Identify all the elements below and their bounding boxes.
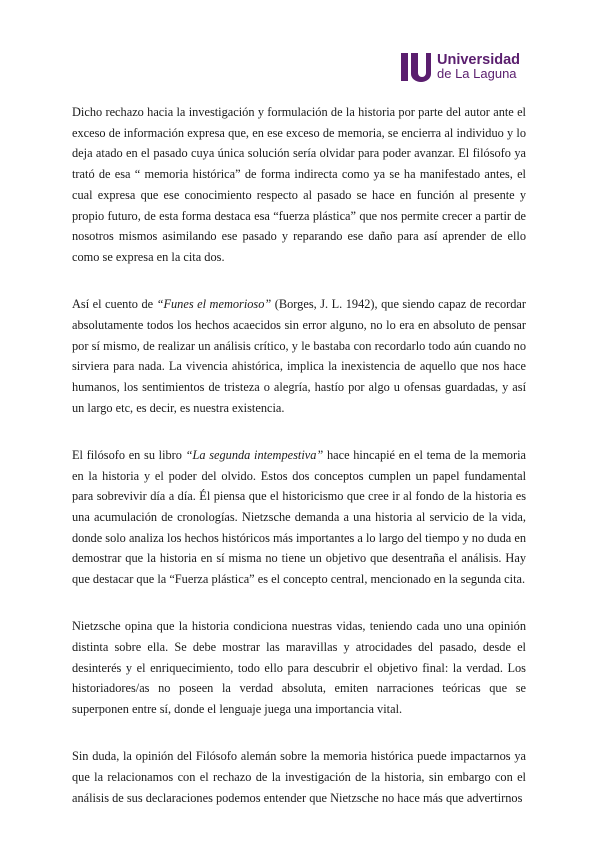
paragraph-3-before: El filósofo en su libro	[72, 447, 186, 462]
logo-university-text: Universidad	[437, 52, 520, 68]
paragraph-3-after: hace hincapié en el tema de la memoria en la historia y el poder del olvido. Estos dos conceptos cumplen un papel fundamental para sobrevivir día a día. Él piensa que el historicismo que cree ir al fondo de la historia es una acumulación de cronologías. Nietzsche demanda a una historia al servicio de la vida, donde solo analiza los hechos históricos más importantes a lo largo del tiempo y no duda en demostrar que la historia en sí misma no tiene un objetivo que desentraña el análisis. Hay que destacar que la “Fuerza plástica” es el concepto central, mencionado en la segunda cita.	[72, 447, 526, 587]
funes-title: “Funes el memorioso”	[156, 297, 272, 312]
paragraph-2-after: (Borges, J. L. 1942), que siendo capaz de recordar absolutamente todos los hechos acaecidos sin error alguno, no lo era en absoluto de pensar por sí mismo, de realizar un análisis crítico, y le bastaba con recordarlo todo aún cuando no sirviera para nada. La vivencia ahistórica, implica la inexistencia de aquello que nos hace humanos, los sentimientos de tristeza o alegría, hastío por algo u ofensas guardadas, y así un largo etc, es decir, es nuestra existencia.	[72, 297, 527, 415]
paragraph-2	[72, 294, 526, 418]
paragraph-4: Nietzsche opina que la historia condiciona nuestras vidas, teniendo cada uno una opinión distinta sobre ella. Se debe mostrar las maravillas y atrocidades del pasado, desde el desinterés y el enriquecimiento, todo ello para descubrir el objetivo final: la verdad. Los historiadores/as no poseen la verdad absoluta, emiten narraciones teóricas que se superponen entre sí, donde el lenguaje juega una importancia vital.	[72, 619, 526, 717]
ull-logo-icon	[401, 52, 431, 82]
paragraph-5: Sin duda, la opinión del Filósofo alemán sobre la memoria histórica puede impactarnos ya que la relacionamos con el rechazo de la investigación de la historia, sin embargo con el análisis de sus declaraciones podemos entender que Nietzsche no hace más que advertirnos	[72, 749, 526, 805]
paragraph-1: Dicho rechazo hacia la investigación y formulación de la historia por parte del autor ante el exceso de información expresa que, en ese exceso de memoria, se encierra al individuo y lo deja atado en el pasado cuya única solución sería olvidar para poder avanzar. El filósofo ya trató de esa “ memoria histórica” de forma indirecta como ya se ha manifestado antes, el cual expresa que ese conocimiento respecto al pasado se hace en función al presente y propio futuro, de esta forma destaca esa “fuerza plástica” que nos permite crecer a partir de nosotros mismos asimilando ese pasado y reparando ese daño para así aprender de ello como se expresa en la cita dos.	[72, 105, 526, 264]
document-body	[72, 102, 526, 808]
segunda-intempestiva-title: “La segunda intempestiva”	[185, 447, 324, 462]
paragraph-3	[72, 445, 526, 590]
logo-laguna-text: de La Laguna	[437, 66, 517, 81]
university-logo	[401, 52, 520, 82]
paragraph-2-before: Así el cuento de	[72, 297, 157, 312]
